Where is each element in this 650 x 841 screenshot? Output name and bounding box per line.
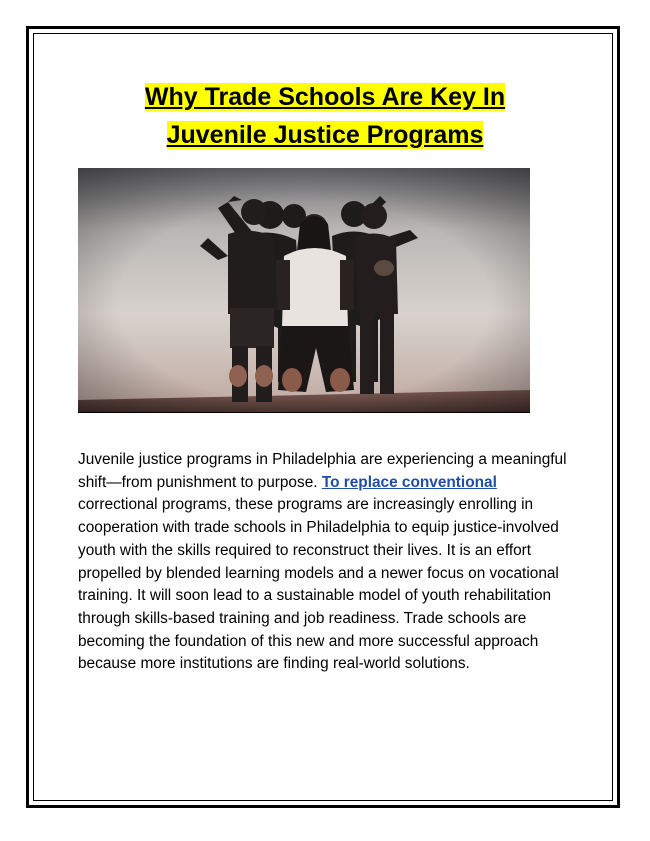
body-paragraph	[78, 449, 578, 676]
group-photo-image	[78, 168, 530, 412]
title-line-1: Why Trade Schools Are Key In	[144, 83, 506, 111]
page-title	[40, 78, 610, 154]
to-replace-conventional-link[interactable]: To replace conventional	[321, 473, 497, 491]
paragraph-text-intro: Juvenile justice programs in Philadelphia are experiencing a meaningful shift—from punishment to purpose.	[78, 451, 567, 491]
photo-underline	[78, 412, 530, 413]
paragraph-text-rest: correctional programs, these programs are increasingly enrolling in cooperation with trade schools in Philadelphia to equip justice-involved youth with the skills required to reconstruct their lives. It is an effort propelled by blended learning models and a newer focus on vocational training. It will soon lead to a sustainable model of youth rehabilitation through skills-based training and job readiness. Trade schools are becoming the foundation of this new and more successful approach because more institutions are finding real-world solutions.	[78, 496, 559, 673]
title-line-2: Juvenile Justice Programs	[166, 121, 484, 149]
